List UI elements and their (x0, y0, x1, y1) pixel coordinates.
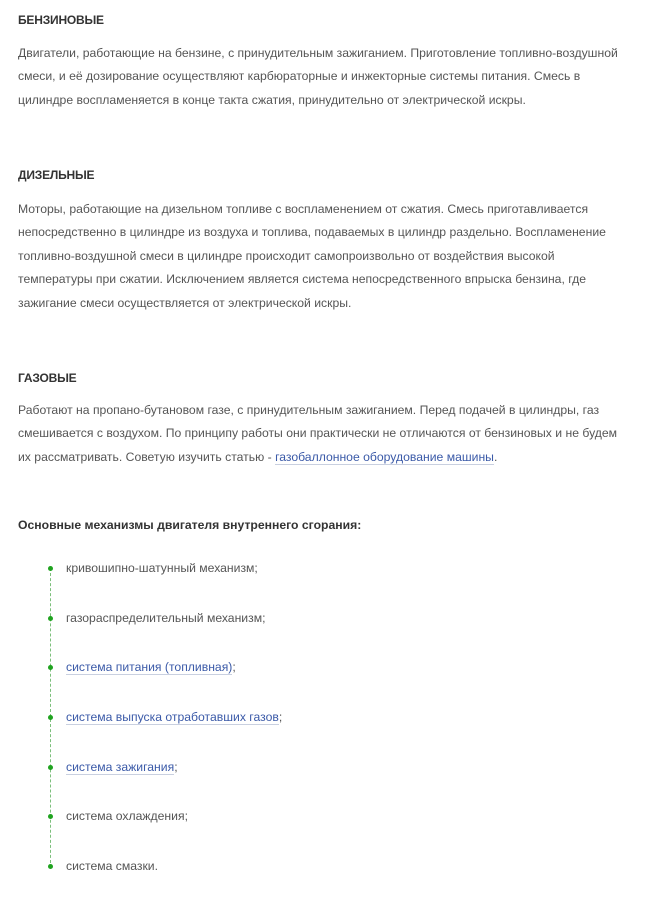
gas-equipment-link[interactable]: газобаллонное оборудование машины (275, 449, 494, 464)
list-item (48, 556, 282, 606)
bullet-icon (48, 566, 53, 571)
list-item-text: ; (232, 660, 236, 675)
list-item-text: система смазки. (66, 859, 158, 874)
paragraph-gas-text: Работают на пропано-бутановом газе, с принудительным зажиганием. Перед подачей в цилиндры, газ смешивается с воздухом. По принципу работы они практически не отличаются от бензиновых и не будем их рассматривать. Советую изучить статью - (18, 403, 618, 464)
list-item-text: ; (278, 710, 283, 725)
paragraph-gas (18, 399, 630, 469)
list-item (48, 755, 282, 805)
paragraph-gas-end: . (493, 449, 498, 464)
mechanisms-list (48, 556, 282, 904)
bullet-icon (48, 665, 53, 670)
list-item (48, 705, 282, 755)
list-item (48, 854, 282, 904)
bullet-icon (48, 814, 53, 819)
paragraph-diesel: Моторы, работающие на дизельном топливе с воспламенением от сжатия. Смесь приготавливается непосредственно в цилиндре из воздуха и топлива, подаваемых в цилиндр раздельно. Воспламенение топливно-воздушной смеси в цилиндре происходит самопроизвольно от воздействия высокой температуры при сжатии. Исключением является система непосредственного впрыска бензина, где зажигание смеси осуществляется от электрической искры. (18, 202, 606, 310)
list-item-text: система охлаждения; (66, 809, 188, 824)
bullet-icon (48, 616, 53, 621)
bullet-icon (48, 765, 53, 770)
fuel-system-link[interactable]: система питания (топливная) (66, 660, 233, 675)
mechanisms-title: Основные механизмы двигателя внутреннего сгорания: (18, 518, 362, 532)
list-item (48, 655, 282, 705)
list-item-text: газораспределительный механизм; (66, 610, 266, 625)
bullet-icon (48, 715, 53, 720)
paragraph-petrol: Двигатели, работающие на бензине, с принудительным зажиганием. Приготовление топливно-воздушной смеси, и её дозирование осуществляют карбюраторные и инжекторные системы питания. Смесь в цилиндре воспламеняется в конце такта сжатия, принудительно от электрической искры. (18, 46, 618, 107)
list-item-text: кривошипно-шатунный механизм; (66, 561, 258, 575)
heading-gas: ГАЗОВЫЕ (18, 371, 77, 385)
heading-petrol: БЕНЗИНОВЫЕ (18, 13, 104, 27)
heading-diesel: ДИЗЕЛЬНЫЕ (18, 168, 95, 182)
list-item (48, 606, 282, 656)
bullet-icon (48, 864, 53, 869)
exhaust-system-link[interactable]: система выпуска отработавших газов (66, 710, 279, 725)
ignition-system-link[interactable]: система зажигания (66, 759, 175, 774)
list-item (48, 804, 282, 854)
list-item-text: ; (174, 759, 178, 774)
